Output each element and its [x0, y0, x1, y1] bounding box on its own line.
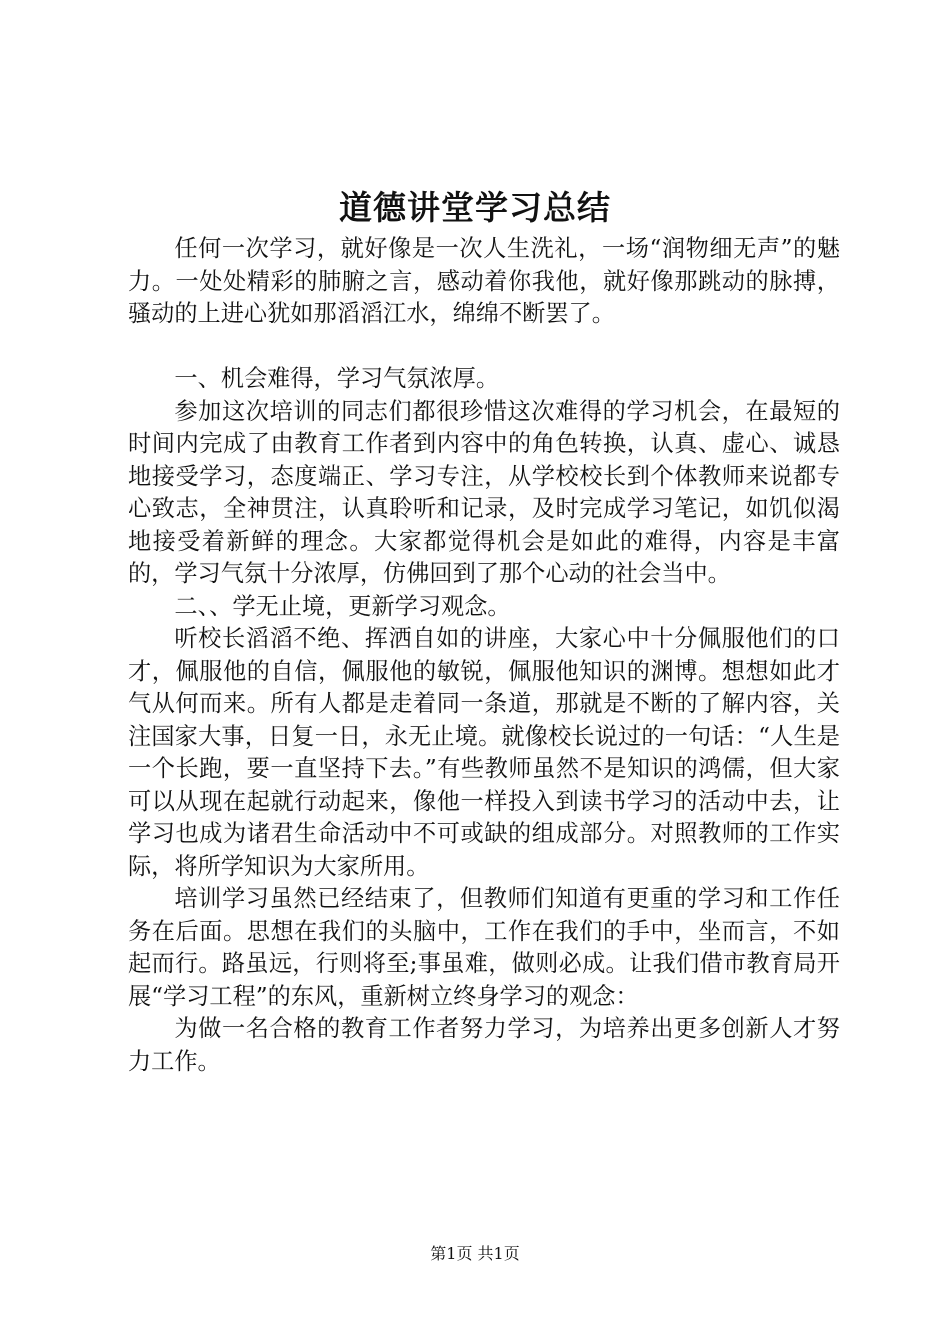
- document-body: [128, 233, 840, 1078]
- section-heading-1: 一、机会难得，学习气氛浓厚。: [174, 365, 500, 392]
- page-footer: 第1页 共1页: [430, 1244, 520, 1263]
- paragraph-section-2: 听校长滔滔不绝、挥洒自如的讲座，大家心中十分佩服他们的口才，佩服他的自信，佩服他的敏锐，佩服他知识的渊博。想想如此才气从何而来。所有人都是走着同一条道，那就是不断的了解内容，关注国家大事，日复一日，永无止境。就像校长说过的一句话：“人生是一个长跑，要一直坚持下去。”有些教师虽然不是知识的鸿儒，但大家可以从现在起就行动起来，像他一样投入到读书学习的活动中去，让学习也成为诸君生命活动中不可或缺的组成部分。对照教师的工作实际，将所学知识为大家所用。: [128, 625, 840, 880]
- document-title: 道德讲堂学习总结: [339, 188, 611, 227]
- section-heading-2: 二、、学无止境，更新学习观念。: [174, 592, 511, 620]
- paragraph-closing: 为做一名合格的教育工作者努力学习，为培养出更多创新人才努力工作。: [128, 1015, 840, 1075]
- paragraph-conclusion: 培训学习虽然已经结束了，但教师们知道有更重的学习和工作任务在后面。思想在我们的头脑中，工作在我们的手中，坐而言，不如起而行。路虽远，行则将至;事虽难，做则必成。让我们借市教育局开展“学习工程”的东风，重新树立终身学习的观念：: [128, 885, 840, 1010]
- paragraph-intro: 任何一次学习，就好像是一次人生洗礼，一场“润物细无声”的魅力。一处处精彩的肺腑之言，感动着你我他，就好像那跳动的脉搏，骚动的上进心犹如那滔滔江水，绵绵不断罢了。: [128, 235, 840, 327]
- paragraph-section-1: 参加这次培训的同志们都很珍惜这次难得的学习机会，在最短的时间内完成了由教育工作者到内容中的角色转换，认真、虚心、诚恳地接受学习，态度端正、学习专注，从学校校长到个体教师来说都专心致志，全神贯注，认真聆听和记录，及时完成学习笔记，如饥似渴地接受着新鲜的理念。大家都觉得机会是如此的难得，内容是丰富的，学习气氛十分浓厚，仿佛回到了那个心动的社会当中。: [128, 397, 840, 587]
